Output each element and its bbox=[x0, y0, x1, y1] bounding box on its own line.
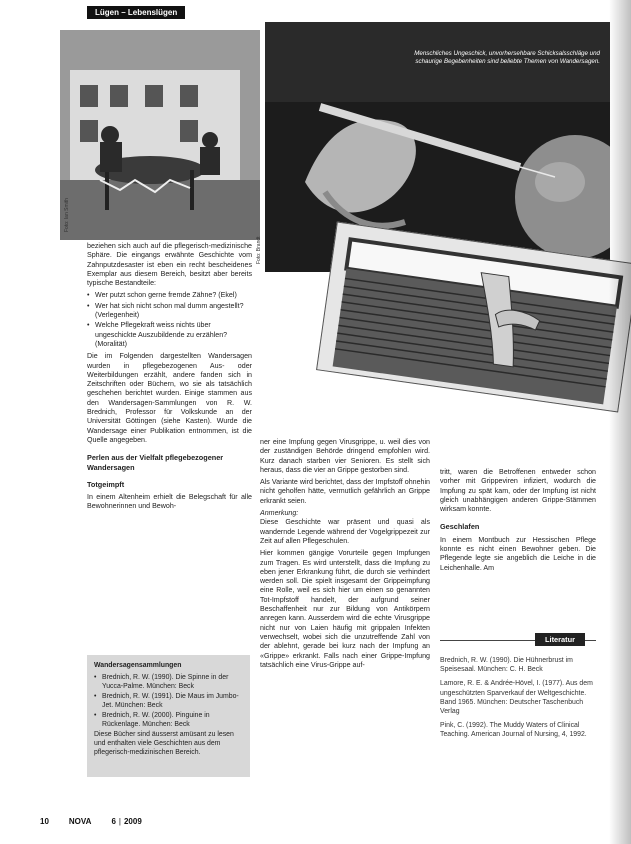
section-tag: Lügen – Lebenslügen bbox=[87, 6, 185, 19]
paragraph: In einem Altenheim erhielt die Belegschaft für alle Bewohnerinnen und Bewoh- bbox=[87, 493, 252, 511]
info-box-text: Diese Bücher sind äusserst amüsant zu lesen und enthalten viele Geschichten aus dem pflegerisch-medizinischen Bereich. bbox=[94, 731, 234, 756]
reference-item: Brednich, R. W. (1990). Die Hühnerbrust im Speisesaal. München: C. H. Beck bbox=[440, 657, 573, 674]
list-item: • Wer hat sich nicht schon mal dumm angestellt? (Verlegenheit) bbox=[87, 302, 252, 321]
magazine-name: NOVA bbox=[68, 817, 92, 826]
page-edge-shadow bbox=[609, 0, 631, 844]
photo-credit-left: Foto: Ian Smith bbox=[64, 198, 70, 232]
issue-year: 2009 bbox=[123, 817, 142, 826]
paragraph: Die im Folgenden dargestellten Wandersagen wurden in pflegebezogenen Aus- oder Weiterbildungen erzählt, andere fanden sich in Zeitschriften oder Büchern, wo sie als tatsächlich geschehen berichtet wurden. Einige stammen aus den Wandersagen-Sammlungen von R. W. Brednich, Professor für Volkskunde an der Universität Göttingen (siehe Kasten). Wurde die Wandersage einer Publikation entnommen, ist die Quelle angegeben. bbox=[87, 352, 252, 444]
column-1 bbox=[87, 242, 252, 515]
bullet-list bbox=[87, 291, 252, 349]
reference-item: Pink, C. (1992). The Muddy Waters of Clinical Teaching. American Journal of Nursing, 4, 1992. bbox=[440, 722, 587, 739]
paragraph: Als Variante wird berichtet, dass der Impfstoff ohnehin nicht geholfen hätte, vermutlich gefährlich an Grippe erkrankt seien. bbox=[260, 478, 430, 505]
list-item: • Wer putzt schon gerne fremde Zähne? (Ekel) bbox=[87, 291, 252, 300]
info-box-title: Wandersagensammlungen bbox=[94, 662, 182, 669]
separator: | bbox=[118, 817, 121, 826]
note-heading: Anmerkung: bbox=[260, 509, 299, 518]
literature-heading: Literatur bbox=[535, 633, 585, 646]
paragraph: Diese Geschichte war präsent und quasi als wandernde Legende während der Vogelgrippezeit zur Zeit auf allen Pflegeschulen. bbox=[260, 518, 430, 545]
photo-credit-right: Foto: Brandt bbox=[256, 236, 262, 264]
column-2 bbox=[260, 438, 430, 673]
info-box-list bbox=[94, 673, 243, 729]
reference-list bbox=[440, 656, 596, 745]
reference-item: Lamore, R. E. & Andrée-Hövel, I. (1977). Aus dem ungeschützten Sparverkauf der Weltgeschichte. Band 1965. München: Deutscher Taschenbuch Verlag bbox=[440, 680, 593, 716]
page-footer bbox=[40, 817, 162, 826]
image-caption: Menschliches Ungeschick, unvorhersehbare Schicksalsschläge und schaurige Begebenheiten sind beliebte Themen von Wandersagen. bbox=[414, 50, 600, 66]
list-item: • Brednich, R. W. (1990). Die Spinne in der Yucca-Palme. München: Beck bbox=[94, 673, 243, 691]
paragraph: In einem Montbuch zur Hessischen Pflege konnte es nicht einen Bewohner geben. Die Pflegende legte sie angeblich die Leiche in die Leichenhalle. Am bbox=[440, 535, 596, 572]
info-box bbox=[87, 655, 250, 777]
paragraph: tritt, waren die Betroffenen entweder schon vorher mit Grippeviren infiziert, wodurch die Impfung zu spät kam, oder der Impfung ist nicht gleich unabhängigen anderen Grippe-Stämmen wirksam konnte. bbox=[440, 468, 596, 514]
column-3 bbox=[440, 468, 596, 576]
subheading: Perlen aus der Vielfalt pflegebezogener Wandersagen bbox=[87, 453, 224, 472]
list-item: • Brednich, R. W. (1991). Die Maus im Jumbo-Jet. München: Beck bbox=[94, 692, 243, 710]
page-number: 10 bbox=[40, 817, 49, 826]
list-item: • Welche Pflegekraft weiss nichts über ungeschickte Auszubildende zu erzählen? (Moralität) bbox=[87, 321, 252, 349]
paragraph: beziehen sich auch auf die pflegerisch-medizinische Sphäre. Die eingangs erwähnte Geschichte vom Zahnputzdesaster ist eben ein recht bescheidenes Exemplar aus diesem Bereich, besitzt aber bereits typische Bestandteile: bbox=[87, 242, 252, 288]
issue-number: 6 bbox=[111, 817, 116, 826]
photo-nursing-home bbox=[60, 30, 260, 240]
story-title: Totgeimpft bbox=[87, 479, 125, 489]
list-item: • Brednich, R. W. (2000). Pinguine in Rückenlage. München: Beck bbox=[94, 711, 243, 729]
paragraph: Hier kommen gängige Vorurteile gegen Impfungen zum Tragen. Es wird unterstellt, dass die Impfung zu eben jener Erkrankung führt, die durch sie verhindert werden soll. Die spielt insgesamt der Grippeimpfung eine Rolle, weil es sich hier um einen so genannten Tot-Impfstoff handelt, der aufgrund seiner Beschaffenheit nur zur Bildung von Antikörpern anregen kann. Ausserdem wird die echte Virusgrippe nicht nur von Laien häufig mit grippalen Infekten verwechselt, wobei sich die unzutreffende Zahl von der ablehnt, gerade bei kurz nach der Impfung an «Grippe» erkrankt. Falls nach einer Grippe-Impfung tatsächlich eine Virus-Grippe auf- bbox=[260, 549, 430, 669]
paragraph: ner eine Impfung gegen Virusgrippe, u. weil dies von der zuständigen Behörde dringend empfohlen wird. Kurz danach starben vier Senioren. Es stellt sich heraus, dass die vier an Grippe gestorben sind. bbox=[260, 438, 430, 474]
story-title: Geschlafen bbox=[440, 522, 480, 532]
